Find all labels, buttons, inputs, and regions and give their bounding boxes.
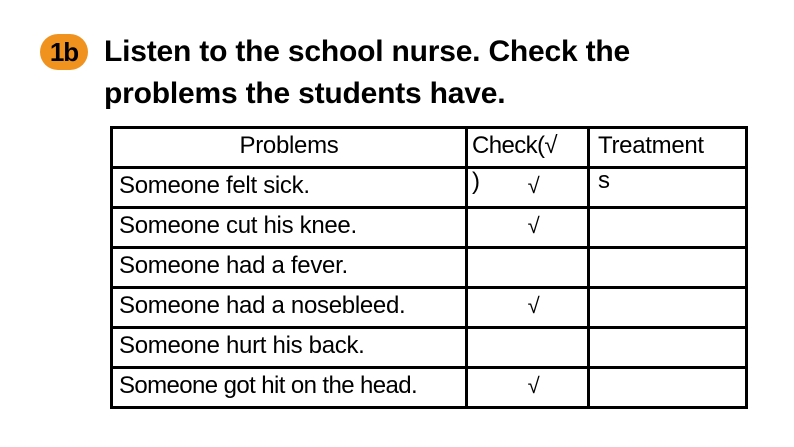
- problem-cell: Someone felt sick.: [113, 169, 468, 209]
- check-cell[interactable]: [468, 209, 590, 249]
- check-mark: √: [527, 213, 540, 239]
- check-mark: √: [527, 373, 540, 399]
- check-cell[interactable]: [468, 329, 590, 369]
- table-header-row: [113, 129, 745, 169]
- problem-cell: Someone got hit on the head.: [113, 369, 468, 406]
- check-cell[interactable]: [468, 249, 590, 289]
- problem-cell: Someone cut his knee.: [113, 209, 468, 249]
- header-treatments-continuation: s: [598, 167, 610, 195]
- treatment-cell[interactable]: [590, 289, 745, 329]
- check-cell[interactable]: [468, 289, 590, 329]
- problem-cell: Someone had a fever.: [113, 249, 468, 289]
- table-row: [113, 369, 745, 406]
- exercise-badge: 1b: [40, 34, 88, 70]
- treatment-cell[interactable]: [590, 329, 745, 369]
- treatment-cell[interactable]: [590, 209, 745, 249]
- treatment-cell[interactable]: [590, 249, 745, 289]
- table-row: [113, 329, 745, 369]
- problem-cell: Someone hurt his back.: [113, 329, 468, 369]
- table-row: [113, 209, 745, 249]
- check-cell[interactable]: [468, 369, 590, 406]
- check-cell[interactable]: [468, 169, 590, 209]
- problem-cell: Someone had a nosebleed.: [113, 289, 468, 329]
- header-check-continuation: ): [472, 168, 480, 196]
- check-mark: √: [527, 293, 540, 319]
- instruction-line-2: problems the students have.: [104, 77, 506, 110]
- instruction-line-1: Listen to the school nurse. Check the: [104, 35, 631, 68]
- header-treatments: Treatment: [590, 129, 745, 169]
- table-row: [113, 289, 745, 329]
- treatment-cell[interactable]: [590, 169, 745, 209]
- problems-table: [110, 126, 748, 409]
- table-row: [113, 249, 745, 289]
- header-check: [468, 129, 590, 169]
- table-row: [113, 169, 745, 209]
- header-problems: Problems: [113, 129, 468, 169]
- check-mark: √: [527, 173, 540, 199]
- header-check-label: Check(√: [472, 132, 557, 159]
- treatment-cell[interactable]: [590, 369, 745, 406]
